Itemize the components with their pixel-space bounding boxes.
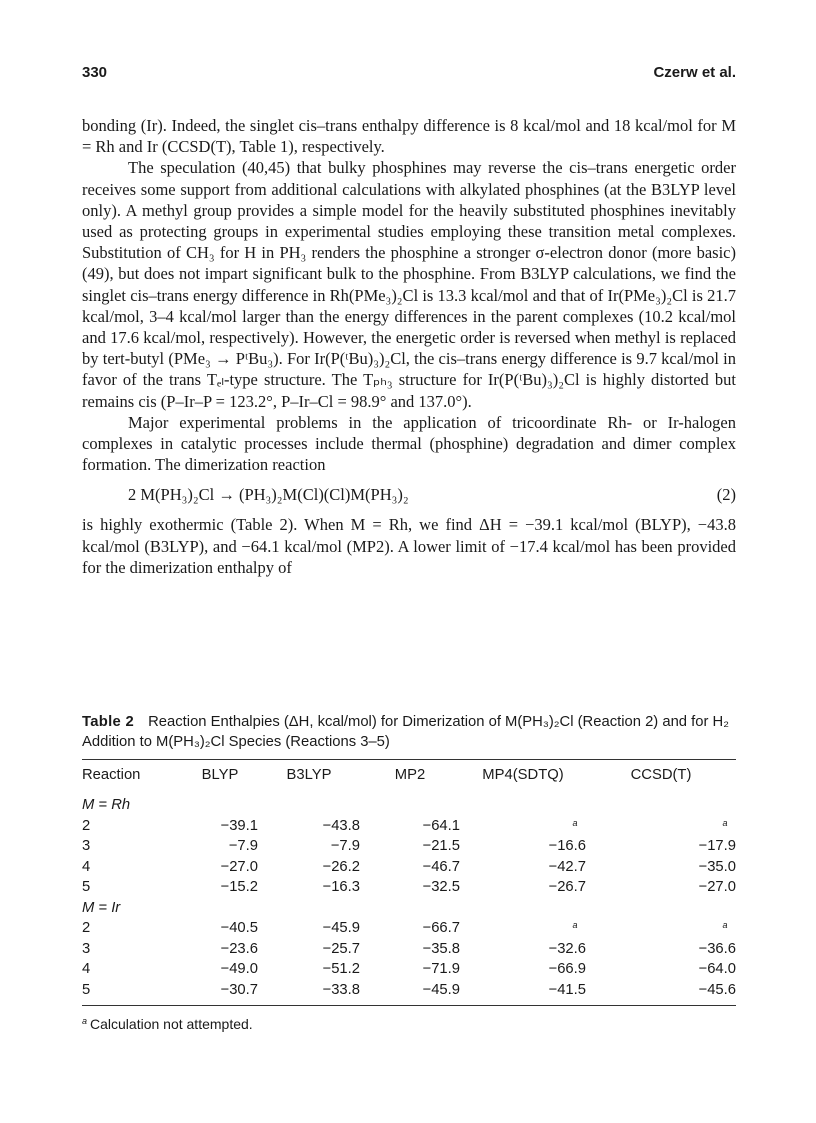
table-label: Table 2: [82, 714, 134, 730]
paragraph-1: bonding (Ir). Indeed, the singlet cis–trans enthalpy difference is 8 kcal/mol and 18 kcal/mol for M = Rh and Ir (CCSD(T), Table 1), respectively.: [82, 116, 736, 157]
equation-2: [82, 481, 736, 509]
table-cell: −66.7: [422, 920, 460, 937]
table-cell: −45.6: [698, 981, 736, 998]
table-cell: −35.0: [698, 858, 736, 875]
table-cell: −45.9: [422, 981, 460, 998]
footnote-ref: a: [572, 920, 578, 931]
table-cell: 2: [82, 817, 91, 834]
table-cell: −26.7: [548, 879, 586, 896]
table-cell: −66.9: [548, 961, 586, 978]
table-cell: [586, 816, 736, 837]
table-cell: −7.9: [228, 838, 258, 855]
equation-formula: 2 M(PH₃)₂Cl → (PH₃)₂M(Cl)(Cl)M(PH₃)₂: [128, 485, 409, 505]
table-cell: −51.2: [322, 961, 360, 978]
table-cell: −36.6: [698, 940, 736, 957]
col-header: BLYP: [201, 767, 239, 783]
table-cell: 5: [82, 981, 91, 998]
table-cell: −25.7: [322, 940, 360, 957]
table-cell: −43.8: [322, 817, 360, 834]
footnote-marker: a: [82, 1016, 88, 1026]
table-cell: −32.6: [548, 940, 586, 957]
col-header: B3LYP: [286, 767, 332, 783]
table-cell: −64.1: [422, 817, 460, 834]
group-row: [82, 898, 736, 919]
table-row: [82, 918, 736, 939]
equation-number: (2): [716, 485, 736, 505]
table-cell: −33.8: [322, 981, 360, 998]
group-label: M = Rh: [82, 797, 131, 814]
table-cell: −32.5: [422, 879, 460, 896]
footnote-ref: a: [572, 817, 578, 828]
table-cell: 3: [82, 940, 91, 957]
group-row: [82, 795, 736, 816]
table-cell: −27.0: [698, 879, 736, 896]
running-header: [82, 64, 736, 86]
table-cell: −40.5: [220, 920, 258, 937]
page-number: 330: [82, 64, 108, 81]
table-caption-text: Reaction Enthalpies (ΔH, kcal/mol) for Dimerization of M(PH₃)₂Cl (Reaction 2) and for H₂ Addition to M(PH₃)₂Cl Species (Reactions 3–5): [82, 714, 729, 750]
table-cell: −30.7: [220, 981, 258, 998]
table-cell: [586, 918, 736, 939]
table-row: [82, 877, 736, 898]
table-cell: −49.0: [220, 961, 258, 978]
table-cell: −46.7: [422, 858, 460, 875]
table-cell: −17.9: [698, 838, 736, 855]
table-row: [82, 980, 736, 1001]
table-cell: −35.8: [422, 940, 460, 957]
col-header: Reaction: [82, 767, 141, 783]
paragraph-2: The speculation (40,45) that bulky phosphines may reverse the cis–trans energetic order receives some support from additional calculations with alkylated phosphines (at the B3LYP level only). A methyl group provides a simple model for the heavily substituted phosphines inevitably used as protecting groups in experimental studies employing these transition metal complexes. Substitution of CH₃ for H in PH₃ renders the phosphine a stronger σ-electron donor (more basic) (49), but does not impart significant bulk to the phosphine. From B3LYP calculations, we find the singlet cis–trans energy difference in Rh(PMe₃)₂Cl is 13.3 kcal/mol and that of Ir(PMe₃)₂Cl is 21.7 kcal/mol, 3–4 kcal/mol larger than the energy differences in the parent complexes (10.2 kcal/mol and 17.6 kcal/mol, respectively). However, the energetic order is reversed when methyl is replaced by tert-butyl (PMe₃ → PᵗBu₃). For Ir(P(ᵗBu)₃)₂Cl, the cis–trans energy difference is 9.7 kcal/mol in favor of the trans Tₑₗ-type structure. The Tₚₕ₃ structure for Ir(P(ᵗBu)₃)₂Cl is highly distorted but remains cis (P–Ir–P = 123.2°, P–Ir–Cl = 98.9° and 137.0°).: [82, 158, 736, 411]
table-cell: 2: [82, 920, 91, 937]
footnote-ref: a: [722, 920, 728, 931]
table-row: [82, 857, 736, 878]
table-2: [82, 712, 736, 1032]
table-cell: 5: [82, 879, 91, 896]
table-row: [82, 836, 736, 857]
table-header-row: [82, 760, 736, 790]
table-cell: −64.0: [698, 961, 736, 978]
table-row: [82, 939, 736, 960]
paragraph-3: Major experimental problems in the application of tricoordinate Rh- or Ir-halogen complexes in catalytic processes include thermal (phosphine) degradation and dimer complex formation. The dimerization reaction: [82, 412, 736, 475]
table-cell: −7.9: [330, 838, 360, 855]
table-cell: −23.6: [220, 940, 258, 957]
body-text: [82, 115, 736, 578]
table-cell: −71.9: [422, 961, 460, 978]
table-cell: −16.6: [548, 838, 586, 855]
table-cell: −41.5: [548, 981, 586, 998]
table-cell: 3: [82, 838, 91, 855]
table-bottom-rule: [82, 1005, 736, 1006]
table-cell: [460, 816, 586, 837]
col-header: MP2: [394, 767, 426, 783]
footnote-text: Calculation not attempted.: [90, 1016, 253, 1032]
running-authors: Czerw et al.: [653, 64, 736, 81]
paragraph-4: is highly exothermic (Table 2). When M = Rh, we find ΔH = −39.1 kcal/mol (BLYP), −43.8 kcal/mol (B3LYP), and −64.1 kcal/mol (MP2). A lower limit of −17.4 kcal/mol has been provided for the dimerization enthalpy of: [82, 515, 736, 577]
table-cell: −42.7: [548, 858, 586, 875]
table-row: [82, 959, 736, 980]
col-header: MP4(SDTQ): [482, 767, 564, 783]
table-footnote: [82, 1016, 736, 1032]
table-cell: [460, 918, 586, 939]
table-cell: −16.3: [322, 879, 360, 896]
table-cell: −15.2: [220, 879, 258, 896]
table-cell: −21.5: [422, 838, 460, 855]
table-grid: [82, 760, 736, 1005]
table-cell: 4: [82, 858, 91, 875]
table-body: [82, 790, 736, 1005]
group-label: M = Ir: [82, 899, 121, 916]
table-row: [82, 816, 736, 837]
footnote-ref: a: [722, 817, 728, 828]
col-header: CCSD(T): [630, 767, 692, 783]
table-cell: −45.9: [322, 920, 360, 937]
table-caption: [82, 712, 736, 752]
table-cell: −27.0: [220, 858, 258, 875]
table-cell: 4: [82, 961, 91, 978]
table-cell: −26.2: [322, 858, 360, 875]
table-cell: −39.1: [220, 817, 258, 834]
